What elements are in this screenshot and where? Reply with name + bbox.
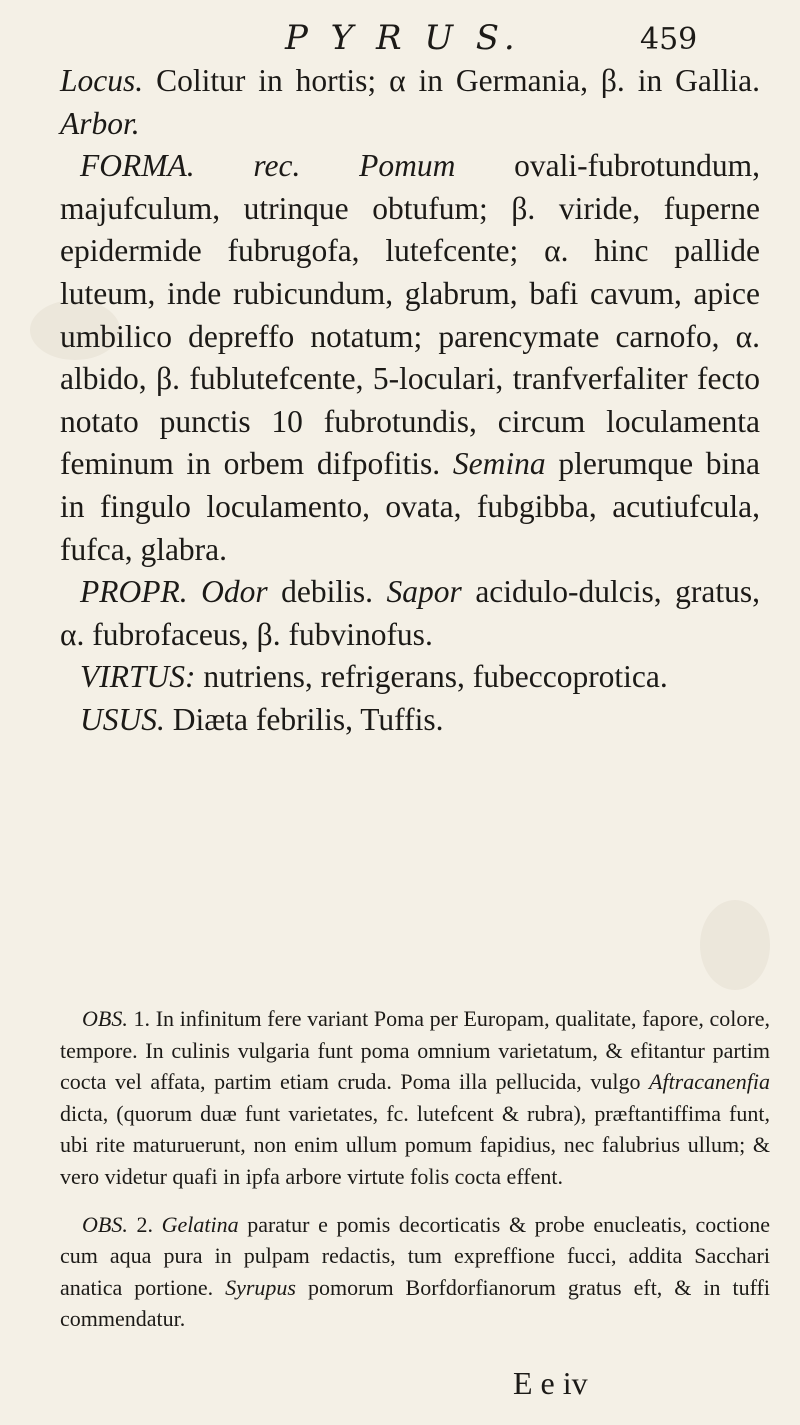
arbor-label: Arbor.	[60, 105, 140, 141]
signature-mark: E e iv	[513, 1365, 588, 1401]
forma-rec-pomum: rec. Pomum	[253, 148, 456, 184]
odor-label: Odor	[201, 574, 268, 610]
virtus-text: nutriens, refrigerans, fubeccoprotica.	[203, 659, 668, 695]
semina-text: plerumque bina in fingulo loculamento, ovata, fubgibba, acutiufcula, fufca, glabra.	[60, 446, 761, 567]
page-header	[0, 14, 800, 64]
locus-paragraph	[60, 60, 760, 145]
forma-paragraph	[60, 145, 760, 571]
page-number: 459	[640, 22, 698, 57]
obs-2-syrupus: Syrupus	[225, 1274, 296, 1300]
locus-label: Locus.	[60, 63, 144, 98]
semina-label: Semina	[452, 446, 546, 482]
virtus-label: VIRTUS:	[80, 659, 196, 695]
obs-2-text-a: paratur e pomis decorticatis & probe enucleatis, coctione cum aqua pura in pulpam redactis, tum expreffione fucci, addita Sacchari anatica portione.	[60, 1211, 770, 1300]
forma-text: ovali-fubrotundum, majufculum, utrinque obtufum; β. viride, fuperne epidermide fubrugofa, lutefcente; α. hinc pallide luteum, inde rubicundum, glabrum, bafi cavum, apice umbilico depreffo notatum; parencymate carnofo, α. albido, β. fublutefcente, 5-loculari, tranfverfaliter fecto notato punctis 10 fubrotundis, circum loculamenta feminum in orbem difpofitis.	[60, 148, 760, 482]
obs-1-text-b: dicta, (quorum duæ funt varietates, fc. lutefcent & rubra), præftantiffima funt, ubi rite maturuerunt, non enim ullum pomum fapidius, nec falubrius ullum; & vero videtur quafi in ipfa arbore virtute folis cocta effent.	[60, 1100, 770, 1189]
obs-2-number: 2.	[136, 1211, 153, 1237]
locus-text: Colitur in hortis; α in Germania, β. in Gallia.	[156, 63, 760, 98]
paper-stain	[700, 900, 770, 990]
propr-label: PROPR.	[80, 574, 188, 610]
running-title: P Y R U S.	[285, 18, 521, 58]
usus-label: USUS.	[80, 701, 165, 737]
obs-1	[60, 1003, 770, 1193]
forma-label: FORMA.	[80, 148, 195, 184]
usus-text: Diæta febrilis, Tuffis.	[172, 701, 444, 737]
obs-2-label: OBS.	[82, 1211, 128, 1237]
obs-1-astracanensia: Aftracanenfia	[649, 1069, 770, 1095]
observations	[60, 1003, 770, 1335]
usus-paragraph	[60, 699, 760, 742]
obs-1-label: OBS.	[82, 1006, 128, 1031]
sapor-text: acidulo-dulcis, gratus, α. fubrofaceus, β. fubvinofus.	[60, 574, 761, 652]
obs-2	[60, 1209, 770, 1335]
obs-2-text-b: pomorum Borfdorfianorum gratus eft, & in tuffi commendatur.	[60, 1274, 770, 1332]
virtus-paragraph	[60, 656, 760, 699]
sapor-label: Sapor	[386, 574, 462, 610]
main-entry	[60, 60, 760, 742]
obs-1-text-a: In infinitum fere variant Poma per Europam, qualitate, fapore, colore, tempore. In culinis vulgaria funt poma omnium varietatum, & efitantur partim cocta vel affata, partim etiam cruda. Poma illa pellucida, vulgo	[60, 1006, 771, 1095]
obs-2-gelatina: Gelatina	[161, 1211, 239, 1237]
propr-paragraph	[60, 571, 760, 656]
odor-text: debilis.	[281, 574, 374, 610]
obs-1-number: 1.	[133, 1006, 151, 1031]
